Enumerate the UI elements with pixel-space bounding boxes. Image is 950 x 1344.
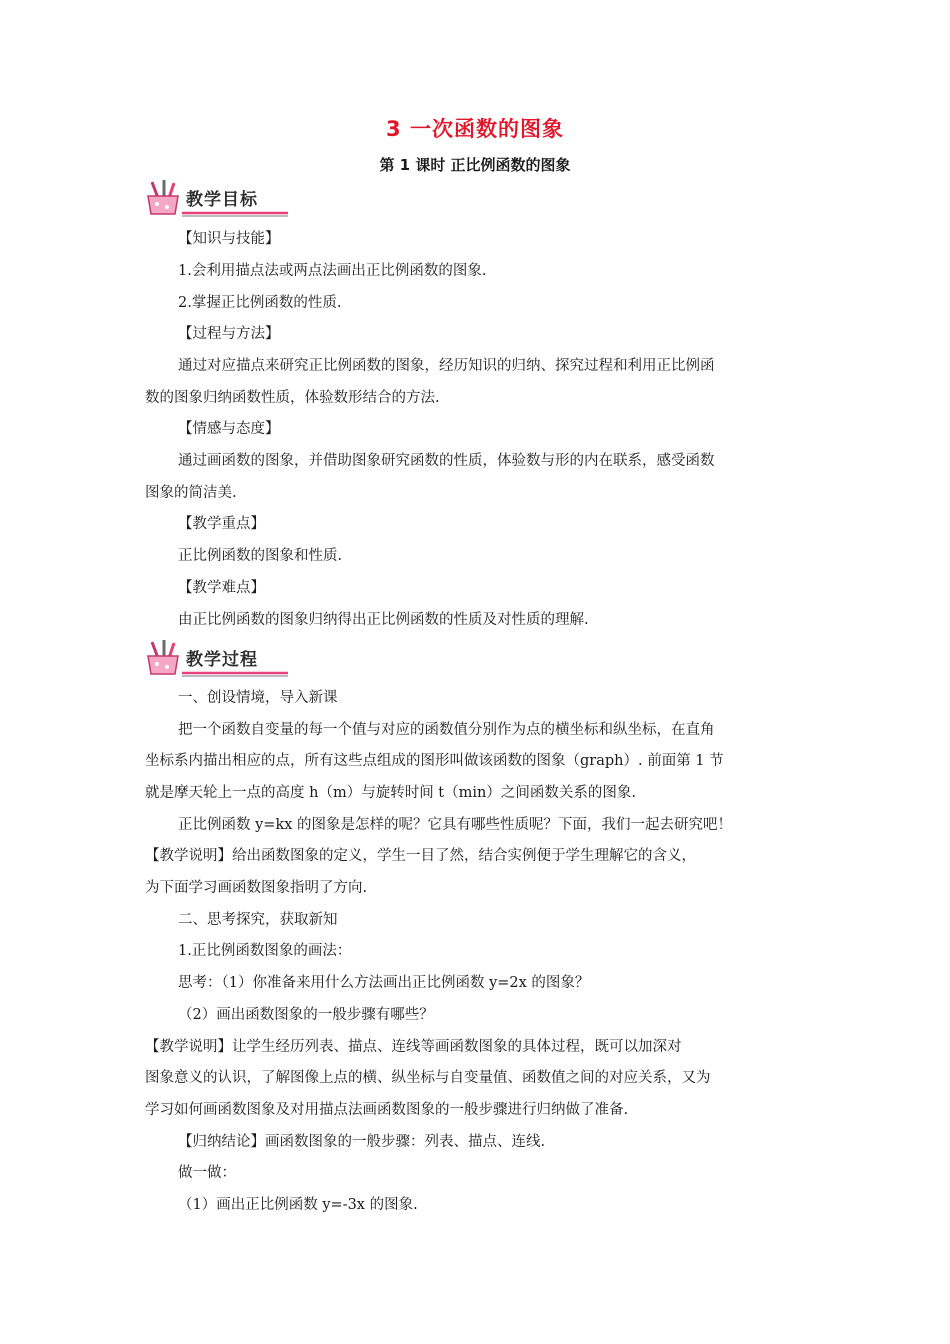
text-line: 【教学重点】 <box>178 516 265 532</box>
text-line: 1.正比例函数图象的画法： <box>178 943 352 959</box>
text-line: 【情感与态度】 <box>178 421 280 437</box>
text-line: 图象的简洁美. <box>145 485 237 501</box>
text-line: 做一做： <box>178 1165 236 1181</box>
text-line: 由正比例函数的图象归纳得出正比例函数的性质及对性质的理解. <box>178 612 589 628</box>
text-line: 【教学说明】给出函数图象的定义，学生一目了然，结合实例便于学生理解它的含义， <box>145 848 696 864</box>
section-banner-label: 教学过程 <box>186 650 258 670</box>
text-line: 图象意义的认识，了解图像上点的横、纵坐标与自变量值、函数值之间的对应关系，又为 <box>145 1070 711 1086</box>
text-line: 把一个函数自变量的每一个值与对应的函数值分别作为点的横坐标和纵坐标，在直角 <box>178 722 715 738</box>
text-line: 【教学难点】 <box>178 580 265 596</box>
text-line: 思考：（1）你准备来用什么方法画出正比例函数 y=2x 的图象？ <box>178 975 590 991</box>
text-line: 一、创设情境，导入新课 <box>178 690 338 706</box>
section-banner-process <box>142 638 292 678</box>
text-line: 就是摩天轮上一点的高度 h（m）与旋转时间 t（min）之间函数关系的图象. <box>145 785 636 801</box>
text-line: 2.掌握正比例函数的性质. <box>178 295 342 311</box>
text-line: 数的图象归纳函数性质，体验数形结合的方法. <box>145 390 440 406</box>
text-line: 为下面学习画函数图象指明了方向. <box>145 880 368 896</box>
text-line: 正比例函数的图象和性质. <box>178 548 343 564</box>
section-banner-goals <box>142 178 292 218</box>
section-banner-label: 教学目标 <box>186 190 258 210</box>
text-line: 【知识与技能】 <box>178 231 280 247</box>
text-line: 【归纳结论】画函数图象的一般步骤：列表、描点、连线. <box>178 1134 546 1150</box>
text-line: 【教学说明】让学生经历列表、描点、连线等画函数图象的具体过程，既可以加深对 <box>145 1039 682 1055</box>
lesson-subtitle: 第 1 课时 正比例函数的图象 <box>379 156 571 174</box>
lesson-title: 3 一次函数的图象 <box>386 117 564 141</box>
text-line: （2）画出函数图象的一般步骤有哪些？ <box>178 1007 434 1023</box>
text-line: 通过画函数的图象，并借助图象研究函数的性质，体验数与形的内在联系，感受函数 <box>178 453 715 469</box>
text-line: 学习如何画函数图象及对用描点法画函数图象的一般步骤进行归纳做了准备. <box>145 1102 629 1118</box>
text-line: 坐标系内描出相应的点，所有这些点组成的图形叫做该函数的图象（graph）. 前面第 1 节 <box>145 753 724 769</box>
text-line: 通过对应描点来研究正比例函数的图象，经历知识的归纳、探究过程和利用正比例函 <box>178 358 715 374</box>
text-line: 二、思考探究，获取新知 <box>178 912 338 928</box>
text-line: （1）画出正比例函数 y=-3x 的图象. <box>178 1197 418 1213</box>
text-line: 正比例函数 y=kx 的图象是怎样的呢？它具有哪些性质呢？下面，我们一起去研究吧！ <box>178 817 733 833</box>
text-line: 【过程与方法】 <box>178 326 280 342</box>
text-line: 1.会利用描点法或两点法画出正比例函数的图象. <box>178 263 487 279</box>
